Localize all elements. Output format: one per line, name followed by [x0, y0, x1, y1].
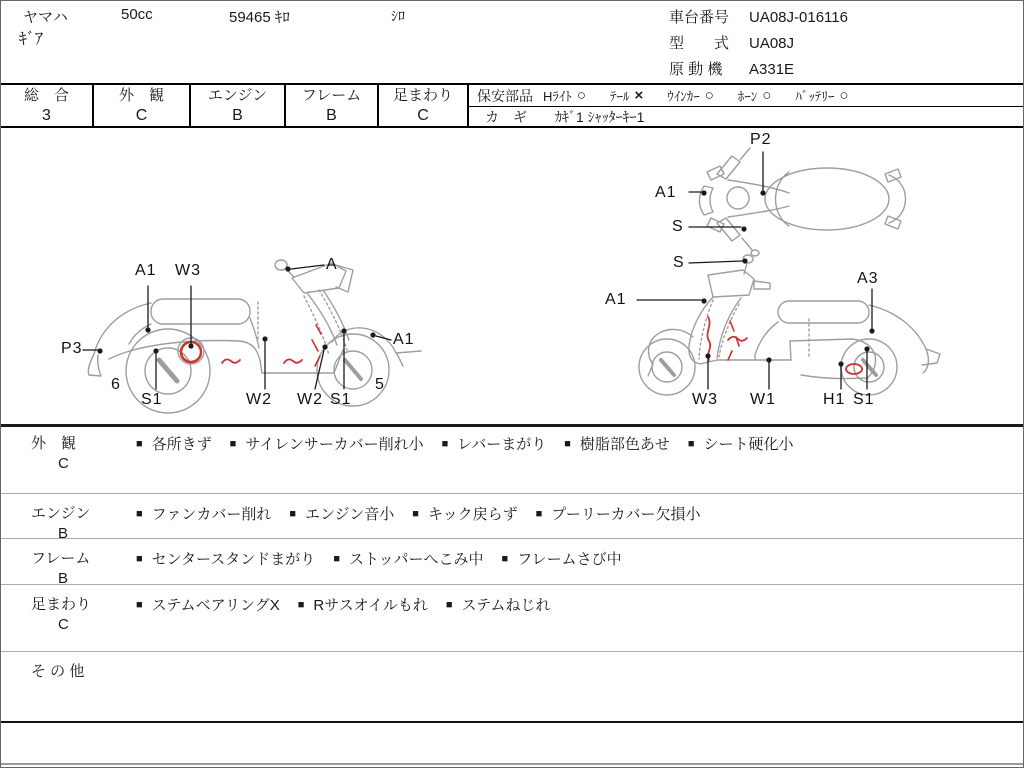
damage-label-w3-right: W3: [692, 391, 718, 408]
condition-item: [136, 503, 271, 524]
grade-bar: [1, 83, 1023, 128]
condition-item-text: ステムベアリングX: [151, 597, 280, 614]
grade-overall-label: 総 合: [23, 87, 69, 104]
bullet-icon: ■: [136, 552, 143, 565]
tread-depth-front: 5: [375, 376, 385, 393]
safety-parts-label: 保安部品: [477, 87, 533, 104]
condition-row-engine: [1, 493, 1023, 542]
safety-taillight-status: ×: [634, 87, 644, 104]
condition-item-text: ファンカバー削れ: [151, 506, 272, 523]
damage-label-p2-top: P2: [750, 131, 772, 148]
condition-item-text: シート硬化小: [703, 436, 794, 453]
bullet-icon: ■: [333, 552, 340, 565]
safety-parts-row: [469, 85, 1023, 106]
condition-item-text: レバーまがり: [457, 436, 547, 453]
condition-item-text: プーリーカバー欠損小: [551, 506, 701, 523]
grade-exterior: [94, 85, 191, 126]
maker-name: ヤマハ: [23, 9, 68, 26]
safety-winker: [667, 86, 714, 105]
bullet-icon: ■: [687, 437, 695, 450]
bullet-icon: ■: [297, 598, 305, 611]
condition-item-text: Rサスオイルもれ: [313, 597, 428, 614]
condition-item-text: ステムねじれ: [461, 597, 551, 614]
bullet-icon: ■: [289, 507, 297, 520]
grade-exterior-label: 外 観: [118, 87, 164, 104]
grade-frame-label: フレーム: [301, 87, 362, 104]
tread-depth-rear: 6: [111, 376, 121, 393]
chassis-number-value: UA08J-016116: [749, 9, 848, 26]
condition-item-text: ストッパーへこみ中: [348, 551, 484, 568]
engine-code-label: 原 動 機: [669, 61, 723, 78]
bullet-icon: ■: [229, 437, 237, 450]
condition-item-text: エンジン音小: [305, 506, 395, 523]
condition-exterior-items: [136, 433, 812, 454]
safety-headlight-label: Hﾗｲﾄ: [543, 89, 572, 104]
bottom-empty-row: [1, 721, 1023, 765]
condition-item: [333, 548, 483, 569]
bullet-icon: ■: [564, 437, 571, 450]
condition-engine-label: エンジン: [31, 505, 91, 522]
condition-item-text: 樹脂部色あせ: [579, 436, 670, 453]
condition-item: [136, 433, 212, 454]
safety-winker-label: ｳｲﾝｶｰ: [667, 89, 700, 104]
bullet-icon: ■: [136, 598, 143, 611]
condition-undercarriage-items: [136, 594, 568, 615]
condition-item: [502, 548, 622, 569]
bullet-icon: ■: [441, 437, 449, 450]
condition-item: [688, 433, 794, 454]
bullet-icon: ■: [136, 437, 143, 450]
mileage: 59465 ｷﾛ: [229, 9, 290, 26]
damage-label-a1-left-front: A1: [393, 331, 415, 348]
condition-undercarriage-grade: C: [58, 616, 69, 633]
condition-other-label: そ の 他: [31, 663, 85, 680]
damage-label-a3-right: A3: [857, 270, 879, 287]
type-code-value: UA08J: [749, 35, 795, 52]
vehicle-damage-diagram: [1, 128, 1023, 427]
condition-row-undercarriage: [1, 584, 1023, 651]
condition-frame-grade: B: [58, 570, 69, 587]
damage-label-a1-top: A1: [655, 184, 677, 201]
condition-item: [289, 503, 394, 524]
grade-frame-value: B: [326, 107, 337, 124]
condition-item-text: サイレンサーカバー削れ小: [245, 436, 424, 453]
scooter-top-view: [700, 148, 906, 256]
type-code-row: [669, 31, 848, 57]
grade-engine-value: B: [232, 107, 243, 124]
damage-label-s-top: S: [672, 218, 684, 235]
bullet-icon: ■: [412, 507, 419, 520]
safety-battery-label: ﾊﾞｯﾃﾘｰ: [795, 89, 835, 104]
safety-battery-status: ○: [839, 87, 849, 104]
safety-horn-status: ○: [762, 87, 772, 104]
damage-label-w2-floor-1: W2: [246, 391, 272, 408]
damage-label-s1-right: S1: [853, 391, 875, 408]
grade-frame: [286, 85, 379, 126]
condition-undercarriage-label: 足まわり: [31, 596, 92, 613]
damage-label-w2-floor-2: W2: [297, 391, 323, 408]
chassis-number-row: [669, 5, 848, 31]
damage-label-s-right: S: [673, 254, 685, 271]
safety-headlight: [543, 86, 586, 105]
safety-taillight-label: ﾃｰﾙ: [609, 89, 630, 104]
safety-headlight-status: ○: [576, 87, 586, 104]
type-code-label: 型 式: [669, 35, 730, 52]
safety-taillight: [610, 86, 643, 105]
condition-item: [564, 433, 670, 454]
key-row: [469, 106, 1023, 126]
condition-item-text: フレームさび中: [517, 551, 622, 568]
grade-engine-label: エンジン: [207, 87, 268, 104]
condition-item: [412, 503, 517, 524]
damage-label-s1-left-rear: S1: [141, 391, 163, 408]
right-side-damage-marks: [707, 317, 862, 374]
condition-exterior-grade: C: [58, 455, 69, 472]
safety-battery: [795, 86, 848, 105]
grade-overall: [1, 85, 94, 126]
condition-frame-label: フレーム: [31, 550, 91, 567]
condition-item-text: キック戻らず: [427, 506, 518, 523]
damage-label-w3-left: W3: [175, 262, 201, 279]
key-label: カ ギ: [485, 108, 527, 125]
condition-row-exterior: [1, 424, 1023, 493]
grade-undercarriage-label: 足まわり: [392, 87, 453, 104]
condition-item: [442, 433, 547, 454]
grade-exterior-value: C: [135, 107, 148, 124]
body-color: ｼﾛ: [391, 8, 405, 24]
condition-row-frame: [1, 538, 1023, 587]
engine-code-row: [669, 57, 848, 83]
damage-label-s1-left-front: S1: [330, 391, 352, 408]
safety-horn: [738, 86, 772, 105]
condition-item: [536, 503, 701, 524]
condition-engine-grade: B: [58, 525, 69, 542]
condition-frame-items: [136, 548, 640, 569]
grade-engine: [191, 85, 286, 126]
safety-horn-label: ﾎｰﾝ: [737, 89, 758, 104]
condition-engine-items: [136, 503, 719, 524]
condition-item-text: センタースタンドまがり: [151, 551, 316, 568]
bullet-icon: ■: [445, 598, 453, 611]
safety-parts-panel: [469, 85, 1023, 126]
id-block: [669, 5, 848, 83]
damage-label-a1-left-rear: A1: [135, 262, 157, 279]
engine-code-value: A331E: [749, 61, 795, 78]
displacement: 50cc: [121, 6, 153, 23]
vehicle-header: [1, 1, 1023, 83]
scooter-right-side-view: [639, 255, 940, 395]
damage-label-a-left: A: [326, 256, 338, 273]
chassis-number-label: 車台番号: [669, 9, 730, 26]
condition-item: [136, 548, 315, 569]
condition-item: [298, 594, 428, 615]
grade-undercarriage-value: C: [417, 107, 429, 124]
grade-overall-value: 3: [42, 107, 51, 124]
bullet-icon: ■: [501, 552, 509, 565]
condition-item: [446, 594, 551, 615]
grade-undercarriage: [379, 85, 469, 126]
bullet-icon: ■: [136, 507, 143, 520]
damage-label-h1-right: H1: [823, 391, 846, 408]
safety-winker-status: ○: [704, 87, 714, 104]
condition-row-other: [1, 651, 1023, 721]
damage-label-w1-right: W1: [750, 391, 776, 408]
condition-item-text: 各所きず: [151, 436, 212, 453]
damage-label-a1-right: A1: [605, 291, 627, 308]
condition-exterior-label: 外 観: [31, 435, 77, 452]
damage-label-p3-left: P3: [61, 340, 83, 357]
condition-item: [136, 594, 280, 615]
key-value: ｶｷﾞ1 ｼｬｯﾀｰｷｰ1: [555, 108, 645, 125]
model-name: ｷﾞｱ: [19, 31, 44, 48]
condition-item: [230, 433, 424, 454]
bullet-icon: ■: [535, 507, 543, 520]
